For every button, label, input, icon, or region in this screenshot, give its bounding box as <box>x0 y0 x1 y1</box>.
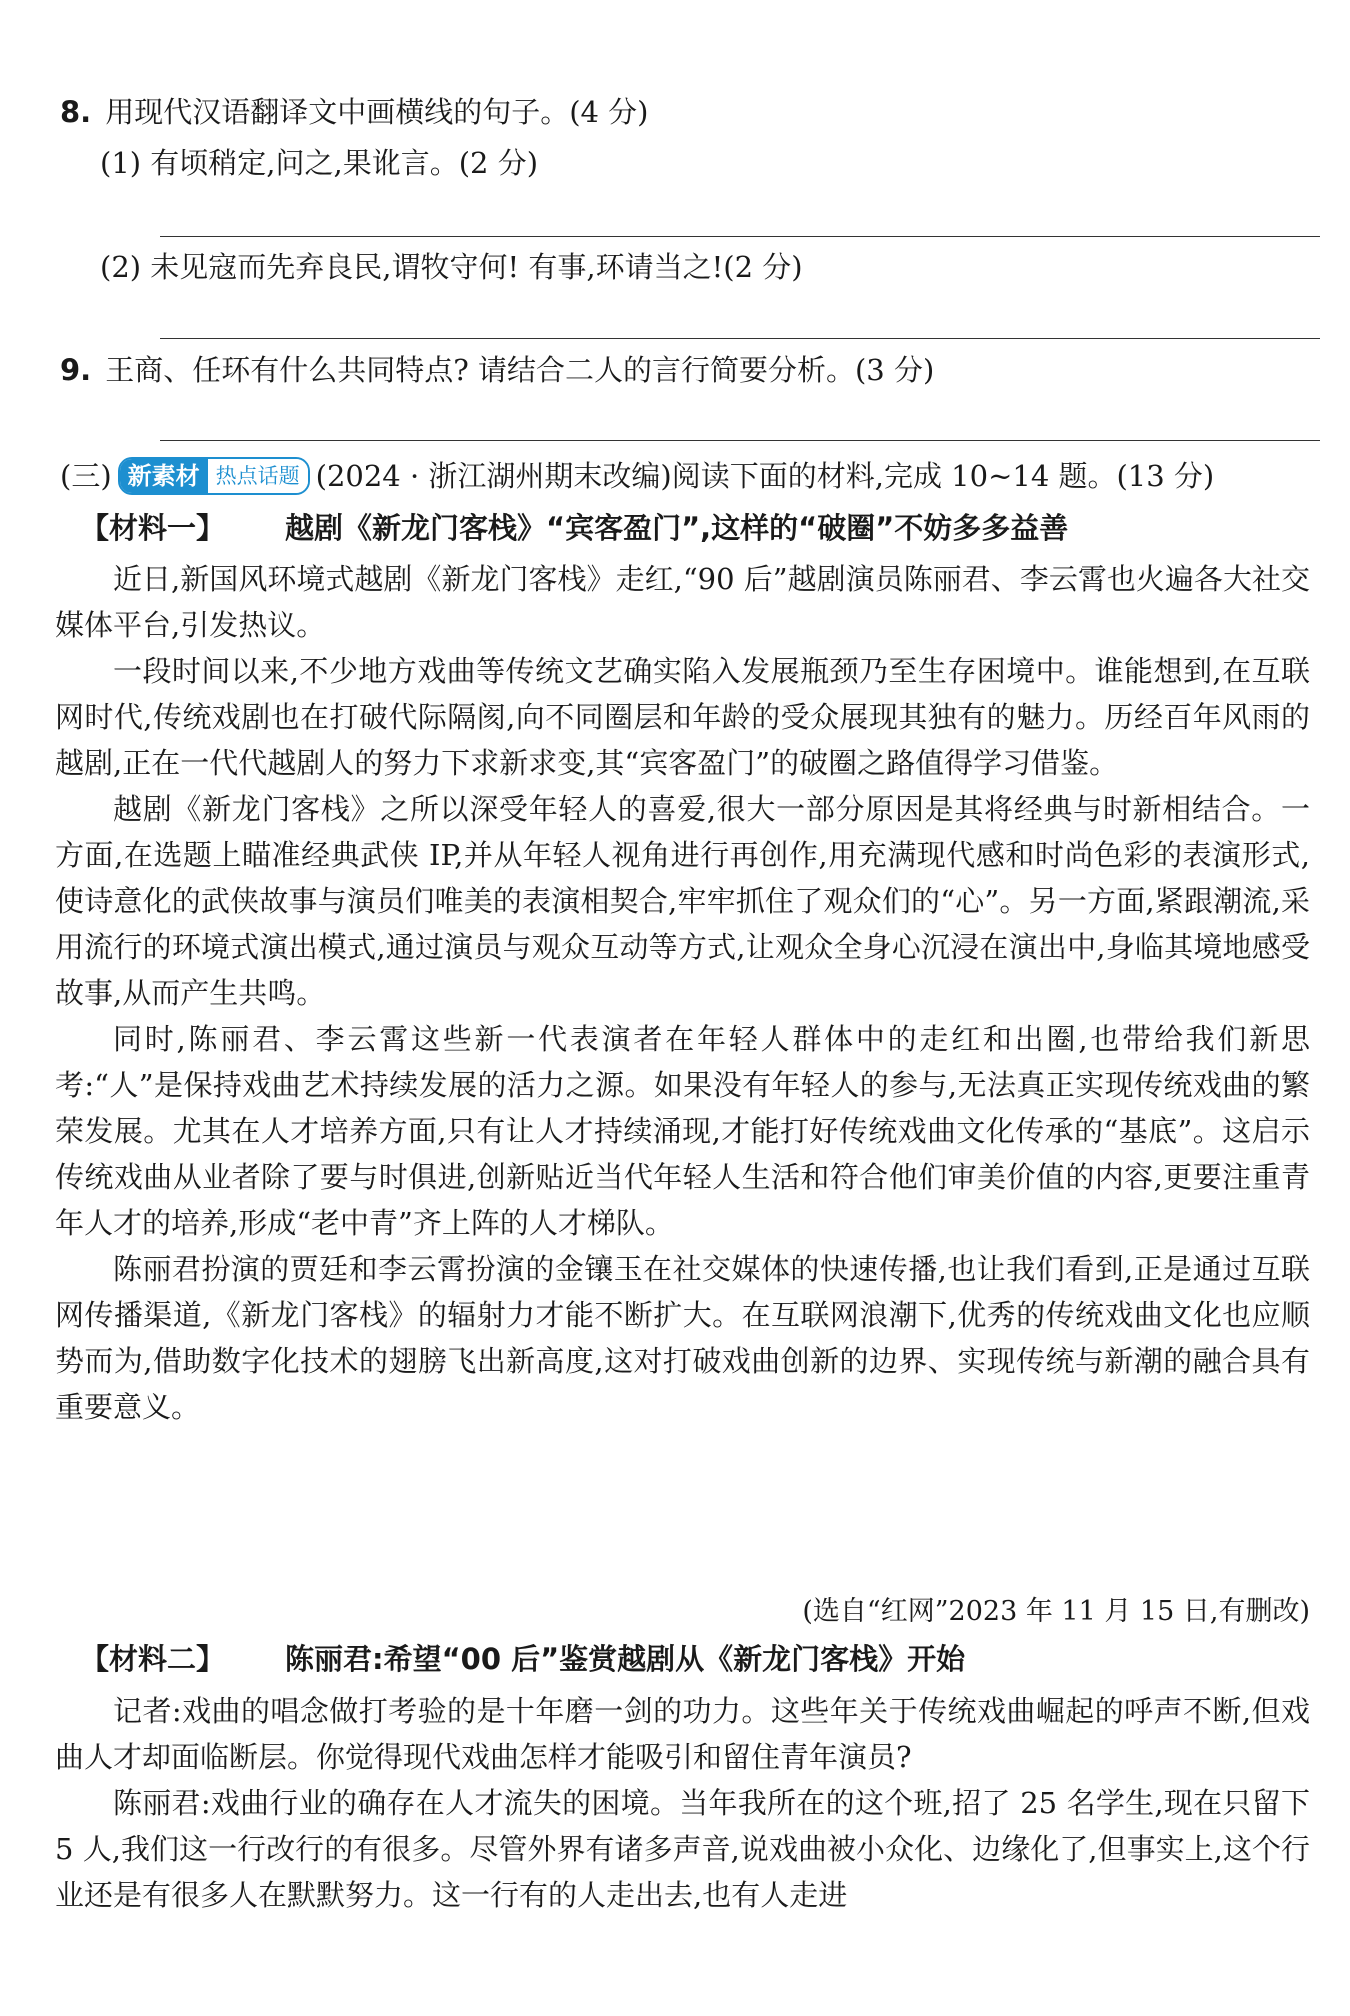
question-9 <box>60 350 934 390</box>
material-2-paragraph: 记者:戏曲的唱念做打考验的是十年磨一剑的功力。这些年关于传统戏曲崛起的呼声不断,但戏曲人才却面临断层。你觉得现代戏曲怎样才能吸引和留住青年演员? <box>55 1694 1310 1774</box>
material-1-body <box>55 556 1310 1430</box>
answer-line-8-1[interactable] <box>160 236 1320 237</box>
material-1-paragraph: 近日,新国风环境式越剧《新龙门客栈》走红,“90 后”越剧演员陈丽君、李云霄也火遍各大社交媒体平台,引发热议。 <box>55 562 1310 642</box>
material-1-source: (选自“红网”2023 年 11 月 15 日,有删改) <box>802 1596 1310 1627</box>
tag-hot-topic: 热点话题 <box>208 459 308 493</box>
section-3-heading <box>60 455 1214 497</box>
question-9-number: 9. <box>60 353 92 387</box>
tag-new-material: 新素材 <box>120 459 208 493</box>
material-1-paragraph: 一段时间以来,不少地方戏曲等传统文艺确实陷入发展瓶颈乃至生存困境中。谁能想到,在互联网时代,传统戏剧也在打破代际隔阂,向不同圈层和年龄的受众展现其独有的魅力。历经百年风雨的越剧,正在一代代越剧人的努力下求新求变,其“宾客盈门”的破圈之路值得学习借鉴。 <box>55 654 1310 780</box>
material-2-title: 陈丽君:希望“00 后”鉴赏越剧从《新龙门客栈》开始 <box>285 1642 966 1676</box>
material-1-paragraph: 陈丽君扮演的贾廷和李云霄扮演的金镶玉在社交媒体的快速传播,也让我们看到,正是通过互联网传播渠道,《新龙门客栈》的辐射力才能不断扩大。在互联网浪潮下,优秀的传统戏曲文化也应顺势而为,借助数字化技术的翅膀飞出新高度,这对打破戏曲创新的边界、实现传统与新潮的融合具有重要意义。 <box>55 1252 1310 1424</box>
material-2-body <box>55 1688 1310 1918</box>
material-2-heading <box>80 1638 965 1680</box>
question-8-number: 8. <box>60 95 92 129</box>
material-1-heading <box>80 507 1068 549</box>
question-9-text: 王商、任环有什么共同特点? 请结合二人的言行简要分析。(3 分) <box>105 353 935 387</box>
section-3-prefix: (三) <box>60 459 112 493</box>
question-8 <box>60 92 649 132</box>
question-8-sub-2: (2) 未见寇而先弃良民,谓牧守何! 有事,环请当之!(2 分) <box>100 250 803 284</box>
material-2-paragraph: 陈丽君:戏曲行业的确存在人才流失的困境。当年我所在的这个班,招了 25 名学生,现在只留下 5 人,我们这一行改行的有很多。尽管外界有诸多声音,说戏曲被小众化、边缘化了,但事实上,这个行业还是有很多人在默默努力。这一行有的人走出去,也有人走进 <box>55 1786 1310 1912</box>
question-8-sub-1: (1) 有顷稍定,问之,果讹言。(2 分) <box>100 146 539 180</box>
material-1-label: 【材料一】 <box>80 511 226 545</box>
answer-line-9[interactable] <box>160 440 1320 441</box>
topic-tag <box>118 457 310 495</box>
material-1-paragraph: 越剧《新龙门客栈》之所以深受年轻人的喜爱,很大一部分原因是其将经典与时新相结合。一方面,在选题上瞄准经典武侠 IP,并从年轻人视角进行再创作,用充满现代感和时尚色彩的表演形式,使诗意化的武侠故事与演员们唯美的表演相契合,牢牢抓住了观众们的“心”。另一方面,紧跟潮流,采用流行的环境式演出模式,通过演员与观众互动等方式,让观众全身心沉浸在演出中,身临其境地感受故事,从而产生共鸣。 <box>55 792 1310 1010</box>
section-3-text: (2024 · 浙江湖州期末改编)阅读下面的材料,完成 10~14 题。(13 分) <box>315 459 1215 493</box>
answer-line-8-2[interactable] <box>160 338 1320 339</box>
question-8-text: 用现代汉语翻译文中画横线的句子。(4 分) <box>105 95 649 129</box>
material-1-paragraph: 同时,陈丽君、李云霄这些新一代表演者在年轻人群体中的走红和出圈,也带给我们新思考:“人”是保持戏曲艺术持续发展的活力之源。如果没有年轻人的参与,无法真正实现传统戏曲的繁荣发展。尤其在人才培养方面,只有让人才持续涌现,才能打好传统戏曲文化传承的“基底”。这启示传统戏曲从业者除了要与时俱进,创新贴近当代年轻人生活和符合他们审美价值的内容,更要注重青年人才的培养,形成“老中青”齐上阵的人才梯队。 <box>55 1022 1310 1240</box>
material-1-title: 越剧《新龙门客栈》“宾客盈门”,这样的“破圈”不妨多多益善 <box>285 511 1069 545</box>
material-2-label: 【材料二】 <box>80 1642 226 1676</box>
